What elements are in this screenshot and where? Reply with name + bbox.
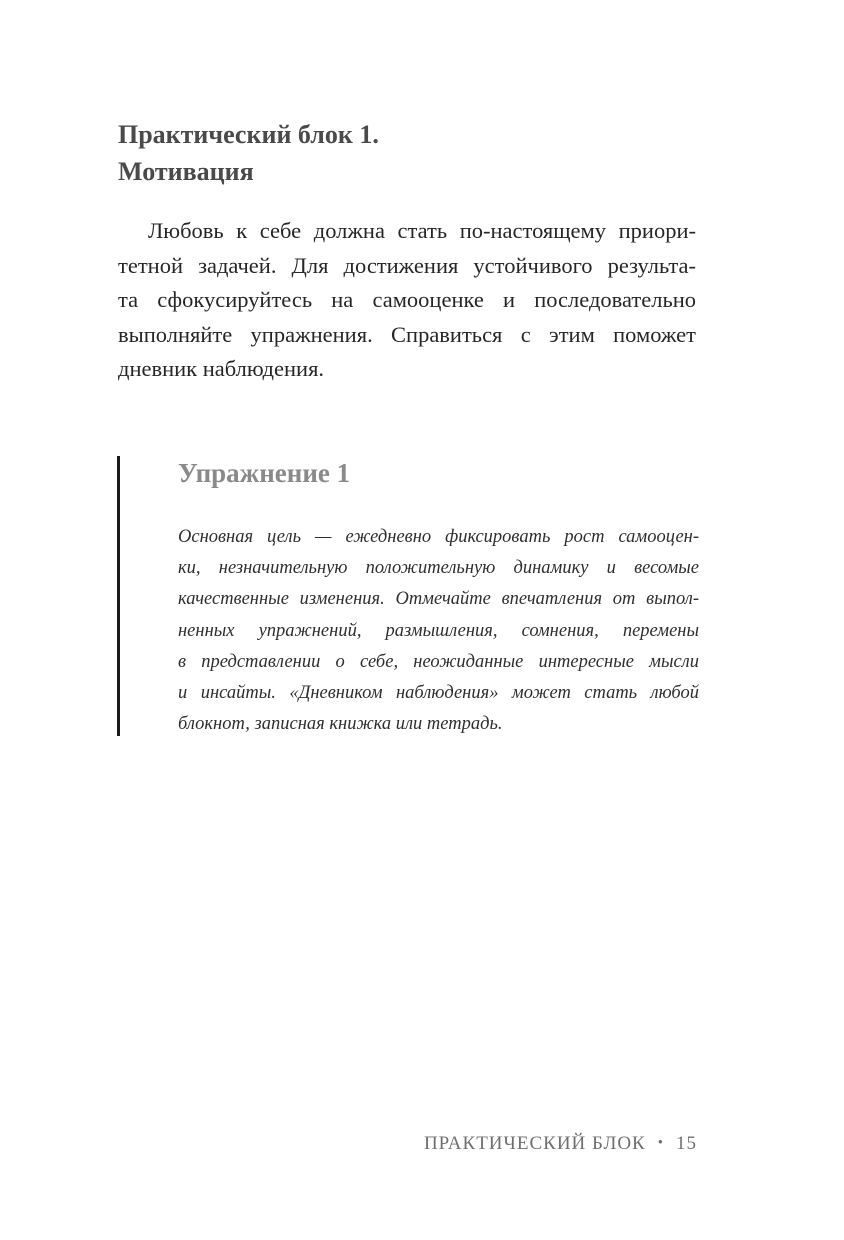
body-line: дневник наблюдения. xyxy=(118,356,325,381)
body-paragraph xyxy=(118,214,696,387)
exercise-line: Основная цель — ежедневно фиксировать рост самооцен- xyxy=(178,527,699,547)
exercise-line: качественные изменения. Отмечайте впечатления от выпол- xyxy=(178,589,699,610)
exercise-line: в представлении о себе, неожиданные интересные мысли xyxy=(178,651,699,672)
page-footer xyxy=(424,1130,697,1157)
section-title xyxy=(118,116,718,190)
running-head: ПРАКТИЧЕСКИЙ БЛОК xyxy=(423,1133,646,1154)
section-title-line-1: Практический блок 1. xyxy=(118,120,379,149)
page-number: 15 xyxy=(676,1133,697,1154)
body-line: тетной задачей. Для достижения устойчивого результа- xyxy=(118,252,696,278)
body-line: Любовь к себе должна стать по-настоящему приори- xyxy=(148,218,696,243)
exercise-line: блокнот, записная книжка или тетрадь. xyxy=(178,714,503,735)
exercise-line: ки, незначительную положительную динамику и весомые xyxy=(178,558,699,579)
exercise-text xyxy=(178,522,699,740)
exercise-title: Упражнение 1 xyxy=(178,458,351,488)
section-title-line-2: Мотивация xyxy=(118,157,254,186)
bullet-separator: • xyxy=(657,1135,664,1151)
body-line: выполняйте упражнения. Справиться с этим поможет xyxy=(118,321,696,347)
exercise-line: ненных упражнений, размышления, сомнения, перемены xyxy=(178,620,699,641)
body-line: та сфокусируйтесь на самооценке и последовательно xyxy=(118,287,696,312)
exercise-block xyxy=(117,456,702,736)
exercise-line: и инсайты. «Дневником наблюдения» может стать любой xyxy=(178,683,699,704)
